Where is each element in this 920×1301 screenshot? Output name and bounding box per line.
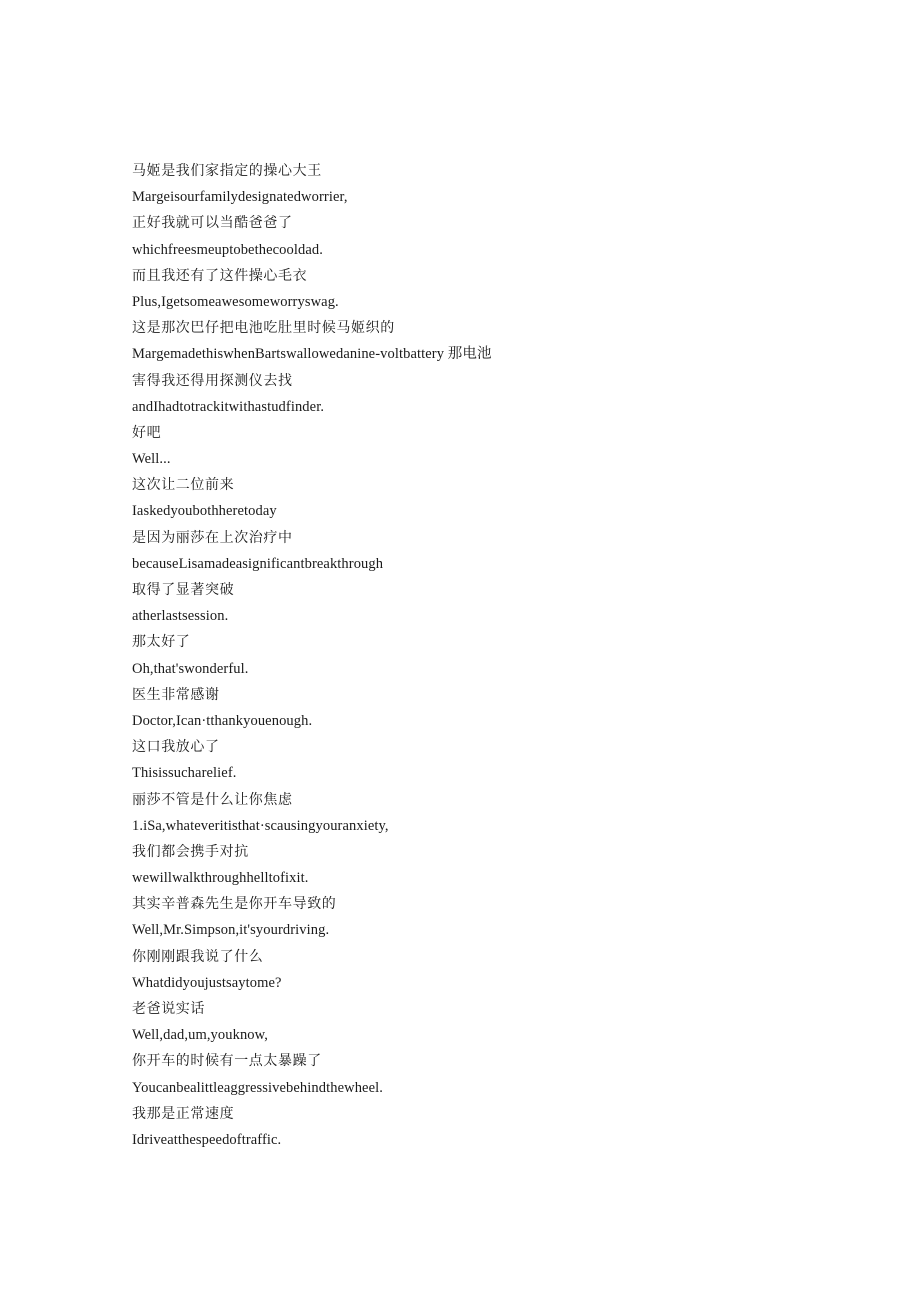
transcript-line-zh: 这口我放心了 [132, 739, 220, 756]
transcript-line-en: becauseLisamadeasignificantbreakthrough [132, 555, 384, 572]
transcript-line-en: atherlastsession. [132, 608, 229, 625]
transcript-line-zh: 取得了显著突破 [132, 582, 235, 598]
transcript-line-en: Thisissucharelief. [132, 765, 237, 782]
transcript-line-en: wewillwalkthroughhelltofixit. [132, 870, 309, 887]
transcript-line-zh: 而且我还有了这件操心毛衣 [132, 267, 308, 284]
transcript-line-zh: 是因为丽莎在上次治疗中 [132, 529, 293, 546]
transcript-line-en: Youcanbealittleaggressivebehindthewheel. [132, 1079, 383, 1096]
transcript-line-en: whichfreesmeuptobethecooldad. [132, 241, 323, 258]
transcript-line-en: Doctor,Ican·tthankyouenough. [132, 712, 313, 729]
transcript-line-zh: 这是那次巴仔把电池吃肚里时候马姬织的 [132, 320, 395, 337]
transcript-line-en: Well... [132, 451, 171, 468]
transcript-line-zh: 我们都会携手对抗 [132, 843, 249, 860]
transcript-line-zh: 你刚刚跟我说了什么 [132, 948, 264, 965]
transcript-line-en: Idriveatthespeedoftraffic. [132, 1131, 282, 1148]
transcript-line-zh: 正好我就可以当酷爸爸了 [132, 215, 293, 232]
transcript-line-zh: 医生非常感谢 [132, 686, 220, 703]
transcript-line-zh: 你开车的时候有一点太暴躁了 [132, 1053, 322, 1070]
transcript-line-en: andIhadtotrackitwithastudfinder. [132, 398, 325, 415]
transcript-line-zh: 丽莎不管是什么让你焦虑 [132, 791, 293, 808]
subtitle-transcript [132, 158, 832, 1153]
transcript-line-zh: 我那是正常速度 [132, 1105, 235, 1122]
transcript-line-en: Well,dad,um,youknow, [132, 1027, 269, 1044]
transcript-line-zh: 那太好了 [132, 634, 191, 651]
transcript-line-zh: 其实辛普森先生是你开车导致的 [132, 896, 337, 913]
transcript-line-en: Oh,that'swonderful. [132, 660, 249, 677]
transcript-line-en: Well,Mr.Simpson,it'syourdriving. [132, 922, 330, 939]
transcript-line-zh: 好吧 [132, 424, 162, 441]
transcript-line-zh: 老爸说实话 [132, 1001, 205, 1017]
transcript-line-en: Margeisourfamilydesignatedworrier, [132, 189, 348, 206]
transcript-line-en: Iaskedyoubothheretoday [132, 503, 277, 520]
transcript-line-en: 1.iSa,whateveritisthat·scausingyouranxiety, [132, 817, 389, 834]
transcript-line-zh: 害得我还得用探测仪去找 [132, 372, 293, 389]
transcript-line-zh: 马姬是我们家指定的操心大王 [132, 163, 322, 179]
transcript-line-en: Whatdidyoujustsaytome? [132, 974, 282, 991]
transcript-line-zh: 这次让二位前来 [132, 477, 235, 494]
transcript-line-en: MargemadethiswhenBartswallowedanine-voltbattery 那电池 [132, 346, 492, 363]
transcript-line-en: Plus,Igetsomeawesomeworryswag. [132, 293, 339, 310]
